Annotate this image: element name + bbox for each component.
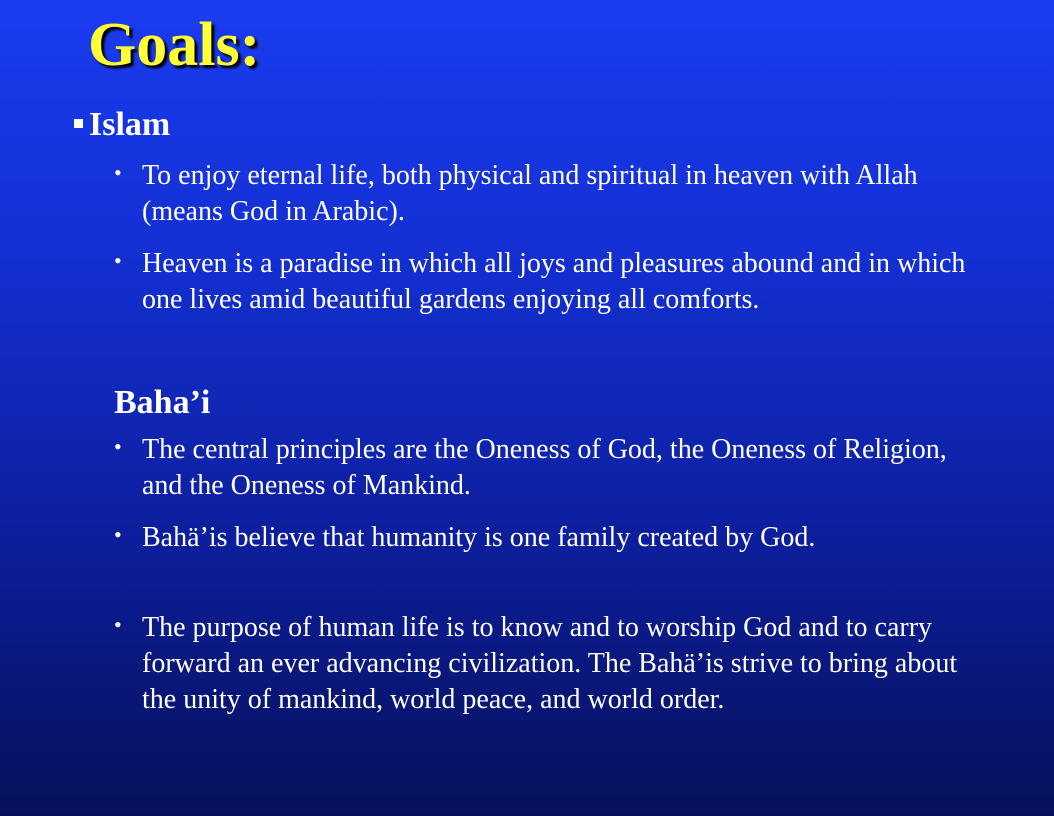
- bullet-dot-icon: •: [114, 160, 122, 185]
- bullet-item: [114, 432, 974, 504]
- square-bullet-icon: [74, 119, 83, 128]
- slide-title: Goals:: [88, 11, 261, 79]
- bullet-item: [114, 246, 974, 318]
- bullet-item: [114, 520, 974, 556]
- bullet-text: Bahä’is believe that humanity is one family created by God.: [142, 522, 816, 553]
- section-heading-bahai: [114, 386, 210, 420]
- bullet-dot-icon: •: [114, 248, 122, 273]
- bullet-text: The purpose of human life is to know and to worship God and to carry forward an ever advancing civilization. The Bahä’is strive to bring about the unity of mankind, world peace, and world order.: [142, 612, 958, 715]
- bullet-text: Heaven is a paradise in which all joys and pleasures abound and in which one lives amid beautiful gardens enjoying all comforts.: [142, 248, 966, 315]
- bullet-dot-icon: •: [114, 434, 122, 459]
- section-heading-islam: [74, 108, 170, 142]
- bullet-text: The central principles are the Oneness of God, the Oneness of Religion, and the Oneness of Mankind.: [142, 434, 947, 501]
- bullet-item: [114, 158, 974, 230]
- bullet-dot-icon: •: [114, 522, 122, 547]
- bullet-item: [114, 610, 974, 718]
- bullet-text: To enjoy eternal life, both physical and spiritual in heaven with Allah (means God in Arabic).: [142, 160, 918, 227]
- bullet-dot-icon: •: [114, 612, 122, 637]
- section-heading-bahai-label: Baha’i: [114, 384, 211, 421]
- section-heading-islam-label: Islam: [89, 106, 171, 143]
